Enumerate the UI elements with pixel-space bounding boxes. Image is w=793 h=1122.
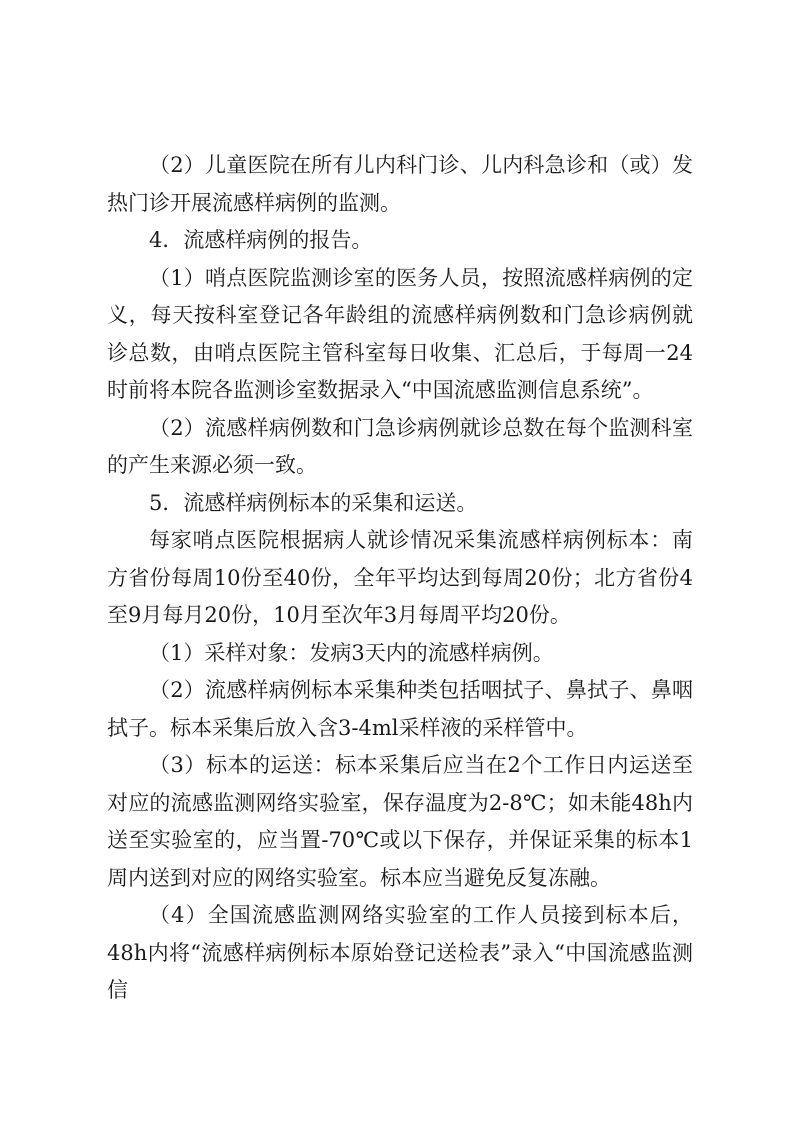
paragraph-source-consistency: （2）流感样病例数和门急诊病例就诊总数在每个监测科室的产生来源必须一致。 xyxy=(107,415,693,477)
section-heading-ili-reporting: 4．流感样病例的报告。 xyxy=(149,228,373,252)
paragraph-specimen-transport: （3）标本的运送：标本采集后应当在2个工作日内运送至对应的流感监测网络实验室，保存温度为2-8℃；如未能48h内送至实验室的，应当置-70℃或以下保存，并保证采集的标本1周内送到对应的网络实验室。标本应当避免反复冻融。 xyxy=(107,753,693,890)
document-body xyxy=(107,147,693,1010)
paragraph-sentinel-reporting: （1）哨点医院监测诊室的医务人员，按照流感样病例的定义，每天按科室登记各年龄组的流感样病例数和门急诊病例就诊总数，由哨点医院主管科室每日收集、汇总后，于每周一24时前将本院各监测诊室数据录入“中国流感监测信息系统”。 xyxy=(107,265,693,402)
paragraph-lab-data-entry: （4）全国流感监测网络实验室的工作人员接到标本后，48h内将“流感样病例标本原始登记送检表”录入“中国流感监测信 xyxy=(107,903,693,1002)
paragraph-specimen-types: （2）流感样病例标本采集种类包括咽拭子、鼻拭子、鼻咽拭子。标本采集后放入含3-4ml采样液的采样管中。 xyxy=(107,678,693,740)
paragraph-sampling-quota: 每家哨点医院根据病人就诊情况采集流感样病例标本：南方省份每周10份至40份，全年平均达到每周20份；北方省份4至9月每月20份，10月至次年3月每周平均20份。 xyxy=(107,528,693,627)
paragraph-children-hospital-monitoring: （2）儿童医院在所有儿内科门诊、儿内科急诊和（或）发热门诊开展流感样病例的监测。 xyxy=(107,153,693,215)
paragraph-sampling-target: （1）采样对象：发病3天内的流感样病例。 xyxy=(149,640,554,665)
section-heading-specimen-collection: 5．流感样病例标本的采集和运送。 xyxy=(149,490,478,515)
